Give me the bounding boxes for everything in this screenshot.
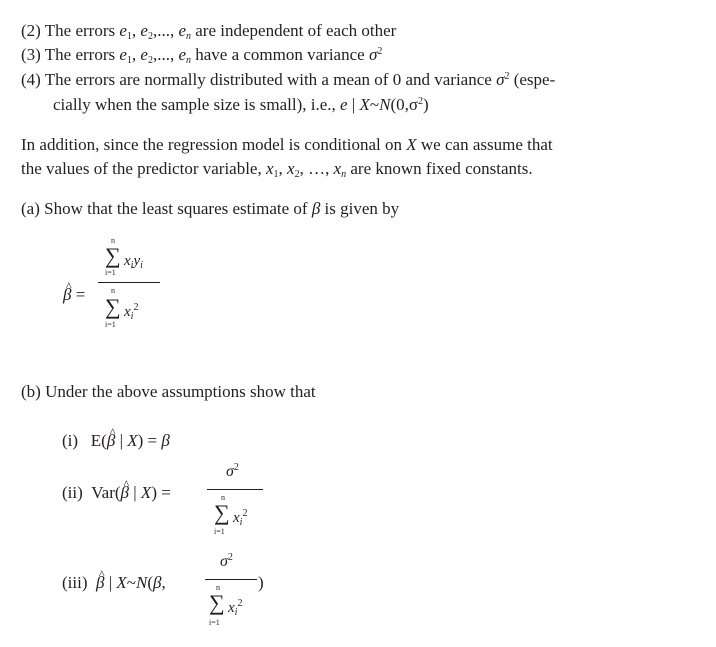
item-ii-expr: Var( <box>91 483 121 502</box>
sum-symbol: ∑ <box>105 243 121 268</box>
part-a-text: (a) Show that the least squares estimate of <box>21 199 312 218</box>
part-b-label <box>21 381 316 403</box>
paragraph-line2: the values of the predictor variable, $x_1$, $x_2$, …, $x_n$ are known fixed constants. <box>21 159 533 180</box>
paragraph-line2b-text: are known fixed constants. <box>346 159 533 178</box>
paragraph-line1b-text: we can assume that <box>416 135 553 154</box>
assumption-2-suffix: are independent of each other <box>191 21 397 40</box>
assumption-4-text1b: (espe- <box>509 70 556 89</box>
assumption-3-prefix: The errors <box>44 45 120 64</box>
sum-upper-den: n <box>111 286 115 295</box>
assumption-4-text1: The errors are normally distributed with a mean of 0 and variance <box>44 70 497 89</box>
sum-lower-den: i=1 <box>105 320 116 329</box>
assumption-3-number: (3) <box>21 45 41 64</box>
part-a-label: (a) Show that the least squares estimate of β is given by <box>21 199 400 218</box>
part-a-tail: is given by <box>320 199 400 218</box>
sum-symbol-ii: ∑ <box>214 500 230 525</box>
assumption-3: (3) The errors $e_1$, $e_2$,..., $e_n$ have a common variance $\sigma^2$ <box>21 45 383 66</box>
item-i-expr: E( <box>90 431 107 450</box>
paragraph-line2a-text: the values of the predictor variable, <box>21 159 266 178</box>
sum-upper-ii: n <box>221 493 225 502</box>
item-ii-number: (ii) <box>62 483 83 502</box>
sum-lower-ii: i=1 <box>214 527 225 536</box>
assumption-4-number: (4) <box>21 70 41 89</box>
item-i-number: (i) <box>62 431 79 450</box>
part-b-text: (b) Under the above assumptions show that <box>21 382 316 401</box>
fraction-bar-iii <box>205 579 257 580</box>
assumption-4-text2: cially when the sample size is small), i.e., <box>53 95 341 114</box>
sum-symbol-den: ∑ <box>105 294 121 319</box>
paragraph-line1-text: In addition, since the regression model is conditional on <box>21 135 407 154</box>
assumption-2-number: (2) <box>21 21 41 40</box>
paragraph-line1: In addition, since the regression model is conditional on X we can assume that <box>21 135 553 154</box>
sum-upper-iii: n <box>216 583 220 592</box>
assumption-4-line2: cially when the sample size is small), i.e., e | $X\sim N(0,\sigma^2)$ <box>53 95 429 114</box>
sum-lower-iii: i=1 <box>209 618 220 627</box>
sum-symbol-iii: ∑ <box>209 590 225 615</box>
part-b-item-i: (i) E(^ β | X) = β <box>62 430 170 452</box>
item-iii-number: (iii) <box>62 573 88 592</box>
fraction-bar-ii <box>207 489 263 490</box>
sum-upper: n <box>111 236 115 245</box>
normal-params: (0,σ <box>390 95 419 114</box>
assumption-2-prefix: The errors <box>44 21 120 40</box>
assumption-3-suffix: have a common variance <box>191 45 369 64</box>
assumption-2: (2) The errors $e_1$, $e_2$,..., $e_n$ are independent of each other <box>21 21 397 42</box>
assumption-4-line1: (4) The errors are normally distributed with a mean of 0 and variance $\sigma^2$ (espe- <box>21 70 556 89</box>
sum-lower: i=1 <box>105 268 116 277</box>
fraction-bar <box>98 282 160 283</box>
